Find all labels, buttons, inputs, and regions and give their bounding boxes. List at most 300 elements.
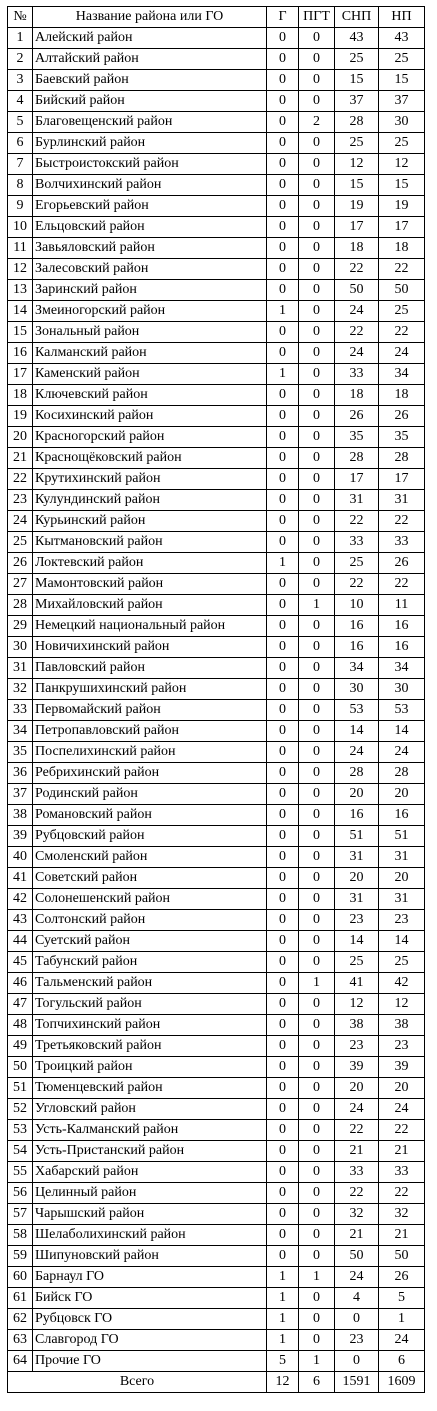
row-name: Курьинский район xyxy=(33,511,267,532)
row-pgt: 0 xyxy=(299,280,335,301)
row-pgt: 2 xyxy=(299,112,335,133)
row-name: Советский район xyxy=(33,868,267,889)
row-pgt: 0 xyxy=(299,406,335,427)
table-row xyxy=(8,1288,425,1309)
table-row xyxy=(8,784,425,805)
row-snp: 23 xyxy=(335,1330,379,1351)
row-pgt: 0 xyxy=(299,49,335,70)
row-num: 61 xyxy=(8,1288,33,1309)
row-num: 44 xyxy=(8,931,33,952)
row-num: 28 xyxy=(8,595,33,616)
table-row xyxy=(8,175,425,196)
row-np: 19 xyxy=(379,196,425,217)
row-pgt: 0 xyxy=(299,616,335,637)
row-name: Целинный район xyxy=(33,1183,267,1204)
row-num: 64 xyxy=(8,1351,33,1372)
row-num: 34 xyxy=(8,721,33,742)
row-num: 40 xyxy=(8,847,33,868)
row-np: 26 xyxy=(379,553,425,574)
row-snp: 24 xyxy=(335,301,379,322)
row-np: 25 xyxy=(379,133,425,154)
row-name: Тюменцевский район xyxy=(33,1078,267,1099)
row-np: 21 xyxy=(379,1141,425,1162)
row-num: 32 xyxy=(8,679,33,700)
row-name: Поспелихинский район xyxy=(33,742,267,763)
table-row xyxy=(8,1246,425,1267)
row-pgt: 0 xyxy=(299,847,335,868)
row-num: 9 xyxy=(8,196,33,217)
row-snp: 22 xyxy=(335,1120,379,1141)
header-np: НП xyxy=(379,7,425,28)
table-row xyxy=(8,889,425,910)
row-np: 20 xyxy=(379,868,425,889)
row-g: 0 xyxy=(267,217,299,238)
table-row xyxy=(8,931,425,952)
table-row xyxy=(8,469,425,490)
row-np: 35 xyxy=(379,427,425,448)
row-snp: 38 xyxy=(335,1015,379,1036)
row-snp: 15 xyxy=(335,70,379,91)
row-name: Мамонтовский район xyxy=(33,574,267,595)
row-num: 31 xyxy=(8,658,33,679)
row-num: 33 xyxy=(8,700,33,721)
row-pgt: 0 xyxy=(299,889,335,910)
table-row xyxy=(8,658,425,679)
table-row xyxy=(8,1204,425,1225)
row-snp: 10 xyxy=(335,595,379,616)
row-num: 42 xyxy=(8,889,33,910)
row-g: 1 xyxy=(267,1330,299,1351)
row-np: 42 xyxy=(379,973,425,994)
row-num: 16 xyxy=(8,343,33,364)
row-np: 20 xyxy=(379,784,425,805)
row-np: 53 xyxy=(379,700,425,721)
row-np: 34 xyxy=(379,658,425,679)
table-row xyxy=(8,1351,425,1372)
row-snp: 32 xyxy=(335,1204,379,1225)
row-snp: 31 xyxy=(335,847,379,868)
row-pgt: 1 xyxy=(299,1267,335,1288)
row-g: 0 xyxy=(267,1183,299,1204)
row-snp: 28 xyxy=(335,112,379,133)
row-g: 0 xyxy=(267,574,299,595)
table-row xyxy=(8,427,425,448)
table-row xyxy=(8,616,425,637)
row-np: 50 xyxy=(379,1246,425,1267)
row-g: 1 xyxy=(267,553,299,574)
row-name: Барнаул ГО xyxy=(33,1267,267,1288)
row-num: 3 xyxy=(8,70,33,91)
row-num: 46 xyxy=(8,973,33,994)
table-row xyxy=(8,322,425,343)
row-snp: 21 xyxy=(335,1141,379,1162)
row-pgt: 0 xyxy=(299,574,335,595)
row-np: 16 xyxy=(379,616,425,637)
row-snp: 50 xyxy=(335,1246,379,1267)
row-snp: 21 xyxy=(335,1225,379,1246)
row-name: Косихинский район xyxy=(33,406,267,427)
row-num: 20 xyxy=(8,427,33,448)
table-row xyxy=(8,847,425,868)
row-snp: 20 xyxy=(335,868,379,889)
row-num: 4 xyxy=(8,91,33,112)
row-num: 10 xyxy=(8,217,33,238)
row-pgt: 0 xyxy=(299,1330,335,1351)
table-row xyxy=(8,973,425,994)
total-pgt: 6 xyxy=(299,1372,335,1393)
row-name: Шипуновский район xyxy=(33,1246,267,1267)
row-name: Красногорский район xyxy=(33,427,267,448)
row-snp: 37 xyxy=(335,91,379,112)
row-np: 22 xyxy=(379,511,425,532)
row-snp: 25 xyxy=(335,49,379,70)
row-np: 30 xyxy=(379,679,425,700)
row-g: 0 xyxy=(267,1036,299,1057)
row-snp: 20 xyxy=(335,784,379,805)
row-g: 0 xyxy=(267,931,299,952)
row-name: Кулундинский район xyxy=(33,490,267,511)
row-snp: 41 xyxy=(335,973,379,994)
row-g: 0 xyxy=(267,70,299,91)
row-num: 26 xyxy=(8,553,33,574)
row-num: 35 xyxy=(8,742,33,763)
table-row xyxy=(8,700,425,721)
row-pgt: 0 xyxy=(299,70,335,91)
table-row xyxy=(8,280,425,301)
row-snp: 4 xyxy=(335,1288,379,1309)
row-name: Прочие ГО xyxy=(33,1351,267,1372)
row-np: 25 xyxy=(379,49,425,70)
table-row xyxy=(8,1015,425,1036)
table-row xyxy=(8,406,425,427)
table-row xyxy=(8,1330,425,1351)
row-name: Родинский район xyxy=(33,784,267,805)
row-pgt: 0 xyxy=(299,1057,335,1078)
row-snp: 17 xyxy=(335,217,379,238)
row-pgt: 0 xyxy=(299,1183,335,1204)
row-np: 12 xyxy=(379,994,425,1015)
row-g: 0 xyxy=(267,1120,299,1141)
row-pgt: 0 xyxy=(299,175,335,196)
table-row xyxy=(8,994,425,1015)
row-pgt: 0 xyxy=(299,91,335,112)
table-row xyxy=(8,385,425,406)
table-row xyxy=(8,301,425,322)
row-num: 30 xyxy=(8,637,33,658)
row-pgt: 0 xyxy=(299,259,335,280)
table-row xyxy=(8,1267,425,1288)
row-np: 11 xyxy=(379,595,425,616)
row-name: Третьяковский район xyxy=(33,1036,267,1057)
row-pgt: 0 xyxy=(299,742,335,763)
row-pgt: 0 xyxy=(299,1246,335,1267)
row-pgt: 0 xyxy=(299,322,335,343)
row-snp: 14 xyxy=(335,931,379,952)
table-row xyxy=(8,1309,425,1330)
row-name: Завьяловский район xyxy=(33,238,267,259)
table-row xyxy=(8,28,425,49)
row-num: 18 xyxy=(8,385,33,406)
row-name: Немецкий национальный район xyxy=(33,616,267,637)
row-name: Первомайский район xyxy=(33,700,267,721)
row-np: 32 xyxy=(379,1204,425,1225)
row-name: Усть-Пристанский район xyxy=(33,1141,267,1162)
table-row xyxy=(8,868,425,889)
row-np: 28 xyxy=(379,763,425,784)
row-g: 0 xyxy=(267,49,299,70)
table-row xyxy=(8,490,425,511)
row-pgt: 0 xyxy=(299,553,335,574)
table-row xyxy=(8,448,425,469)
row-g: 1 xyxy=(267,301,299,322)
table-row xyxy=(8,679,425,700)
row-snp: 12 xyxy=(335,154,379,175)
row-g: 0 xyxy=(267,658,299,679)
row-g: 0 xyxy=(267,742,299,763)
row-snp: 20 xyxy=(335,1078,379,1099)
row-name: Бийск ГО xyxy=(33,1288,267,1309)
row-name: Хабарский район xyxy=(33,1162,267,1183)
row-np: 22 xyxy=(379,259,425,280)
row-pgt: 0 xyxy=(299,490,335,511)
row-np: 31 xyxy=(379,490,425,511)
total-snp: 1591 xyxy=(335,1372,379,1393)
table-row xyxy=(8,910,425,931)
row-pgt: 1 xyxy=(299,1351,335,1372)
row-name: Каменский район xyxy=(33,364,267,385)
row-num: 55 xyxy=(8,1162,33,1183)
row-g: 0 xyxy=(267,1246,299,1267)
row-name: Волчихинский район xyxy=(33,175,267,196)
total-label: Всего xyxy=(8,1372,267,1393)
table-row xyxy=(8,742,425,763)
row-pgt: 0 xyxy=(299,952,335,973)
row-pgt: 0 xyxy=(299,427,335,448)
row-name: Панкрушихинский район xyxy=(33,679,267,700)
row-np: 23 xyxy=(379,1036,425,1057)
row-np: 39 xyxy=(379,1057,425,1078)
header-row xyxy=(8,7,425,28)
row-np: 18 xyxy=(379,385,425,406)
row-name: Калманский район xyxy=(33,343,267,364)
row-pgt: 0 xyxy=(299,532,335,553)
row-name: Баевский район xyxy=(33,70,267,91)
row-np: 28 xyxy=(379,448,425,469)
row-np: 31 xyxy=(379,847,425,868)
row-snp: 23 xyxy=(335,910,379,931)
row-np: 18 xyxy=(379,238,425,259)
row-snp: 31 xyxy=(335,490,379,511)
table-row xyxy=(8,343,425,364)
row-pgt: 0 xyxy=(299,196,335,217)
table-row xyxy=(8,217,425,238)
row-g: 0 xyxy=(267,700,299,721)
header-name: Название района или ГО xyxy=(33,7,267,28)
table-row xyxy=(8,1057,425,1078)
table-row xyxy=(8,259,425,280)
row-np: 6 xyxy=(379,1351,425,1372)
row-g: 0 xyxy=(267,679,299,700)
row-g: 0 xyxy=(267,133,299,154)
row-num: 43 xyxy=(8,910,33,931)
row-snp: 0 xyxy=(335,1309,379,1330)
row-snp: 50 xyxy=(335,280,379,301)
row-np: 26 xyxy=(379,1267,425,1288)
row-pgt: 0 xyxy=(299,1120,335,1141)
row-num: 2 xyxy=(8,49,33,70)
table-row xyxy=(8,595,425,616)
row-np: 16 xyxy=(379,637,425,658)
row-name: Крутихинский район xyxy=(33,469,267,490)
row-name: Рубцовский район xyxy=(33,826,267,847)
table-row xyxy=(8,112,425,133)
row-pgt: 0 xyxy=(299,994,335,1015)
row-pgt: 0 xyxy=(299,1036,335,1057)
row-name: Рубцовск ГО xyxy=(33,1309,267,1330)
row-pgt: 0 xyxy=(299,343,335,364)
row-name: Ключевский район xyxy=(33,385,267,406)
table-row xyxy=(8,1078,425,1099)
row-g: 0 xyxy=(267,91,299,112)
row-snp: 22 xyxy=(335,322,379,343)
table-row xyxy=(8,1099,425,1120)
row-g: 0 xyxy=(267,910,299,931)
table-row xyxy=(8,238,425,259)
row-pgt: 0 xyxy=(299,469,335,490)
row-g: 1 xyxy=(267,1288,299,1309)
row-num: 39 xyxy=(8,826,33,847)
row-snp: 26 xyxy=(335,406,379,427)
row-pgt: 1 xyxy=(299,595,335,616)
row-name: Петропавловский район xyxy=(33,721,267,742)
total-row xyxy=(8,1372,425,1393)
row-np: 24 xyxy=(379,1099,425,1120)
row-name: Ребрихинский район xyxy=(33,763,267,784)
table-row xyxy=(8,49,425,70)
row-num: 11 xyxy=(8,238,33,259)
header-pgt: ПГТ xyxy=(299,7,335,28)
row-np: 15 xyxy=(379,175,425,196)
row-g: 0 xyxy=(267,511,299,532)
row-snp: 53 xyxy=(335,700,379,721)
header-num: № xyxy=(8,7,33,28)
row-g: 0 xyxy=(267,154,299,175)
row-snp: 17 xyxy=(335,469,379,490)
row-name: Шелаболихинский район xyxy=(33,1225,267,1246)
row-pgt: 0 xyxy=(299,910,335,931)
table-row xyxy=(8,952,425,973)
row-pgt: 0 xyxy=(299,364,335,385)
row-pgt: 0 xyxy=(299,784,335,805)
row-np: 17 xyxy=(379,217,425,238)
row-num: 58 xyxy=(8,1225,33,1246)
row-g: 0 xyxy=(267,406,299,427)
row-snp: 16 xyxy=(335,637,379,658)
row-g: 0 xyxy=(267,616,299,637)
row-g: 0 xyxy=(267,238,299,259)
row-snp: 33 xyxy=(335,1162,379,1183)
row-g: 0 xyxy=(267,868,299,889)
row-pgt: 0 xyxy=(299,133,335,154)
row-pgt: 0 xyxy=(299,1288,335,1309)
row-name: Угловский район xyxy=(33,1099,267,1120)
row-name: Зональный район xyxy=(33,322,267,343)
row-snp: 24 xyxy=(335,742,379,763)
row-snp: 14 xyxy=(335,721,379,742)
row-np: 30 xyxy=(379,112,425,133)
row-g: 0 xyxy=(267,1141,299,1162)
total-np: 1609 xyxy=(379,1372,425,1393)
row-g: 0 xyxy=(267,469,299,490)
row-g: 0 xyxy=(267,1162,299,1183)
row-num: 19 xyxy=(8,406,33,427)
row-np: 15 xyxy=(379,70,425,91)
row-name: Павловский район xyxy=(33,658,267,679)
row-name: Новичихинский район xyxy=(33,637,267,658)
row-np: 24 xyxy=(379,742,425,763)
row-pgt: 0 xyxy=(299,1099,335,1120)
row-g: 0 xyxy=(267,1204,299,1225)
row-name: Тальменский район xyxy=(33,973,267,994)
row-name: Суетский район xyxy=(33,931,267,952)
row-name: Троицкий район xyxy=(33,1057,267,1078)
row-name: Славгород ГО xyxy=(33,1330,267,1351)
row-num: 49 xyxy=(8,1036,33,1057)
row-np: 23 xyxy=(379,910,425,931)
row-name: Романовский район xyxy=(33,805,267,826)
row-num: 51 xyxy=(8,1078,33,1099)
row-snp: 25 xyxy=(335,133,379,154)
row-pgt: 0 xyxy=(299,217,335,238)
row-np: 5 xyxy=(379,1288,425,1309)
row-snp: 0 xyxy=(335,1351,379,1372)
row-g: 0 xyxy=(267,427,299,448)
row-snp: 22 xyxy=(335,511,379,532)
table-row xyxy=(8,1183,425,1204)
row-pgt: 0 xyxy=(299,805,335,826)
row-pgt: 0 xyxy=(299,1309,335,1330)
row-pgt: 0 xyxy=(299,1078,335,1099)
row-g: 0 xyxy=(267,847,299,868)
row-g: 0 xyxy=(267,805,299,826)
row-name: Солтонский район xyxy=(33,910,267,931)
row-g: 0 xyxy=(267,448,299,469)
row-g: 0 xyxy=(267,784,299,805)
row-g: 0 xyxy=(267,763,299,784)
row-pgt: 0 xyxy=(299,1141,335,1162)
row-pgt: 0 xyxy=(299,238,335,259)
row-snp: 24 xyxy=(335,1267,379,1288)
row-np: 43 xyxy=(379,28,425,49)
row-pgt: 0 xyxy=(299,385,335,406)
row-snp: 51 xyxy=(335,826,379,847)
row-pgt: 0 xyxy=(299,931,335,952)
row-name: Егорьевский район xyxy=(33,196,267,217)
row-num: 62 xyxy=(8,1309,33,1330)
row-name: Топчихинский район xyxy=(33,1015,267,1036)
row-pgt: 0 xyxy=(299,154,335,175)
row-num: 57 xyxy=(8,1204,33,1225)
row-num: 6 xyxy=(8,133,33,154)
row-g: 0 xyxy=(267,994,299,1015)
row-name: Михайловский район xyxy=(33,595,267,616)
row-g: 1 xyxy=(267,1267,299,1288)
row-name: Алтайский район xyxy=(33,49,267,70)
row-g: 5 xyxy=(267,1351,299,1372)
row-num: 7 xyxy=(8,154,33,175)
row-name: Бийский район xyxy=(33,91,267,112)
row-snp: 28 xyxy=(335,448,379,469)
